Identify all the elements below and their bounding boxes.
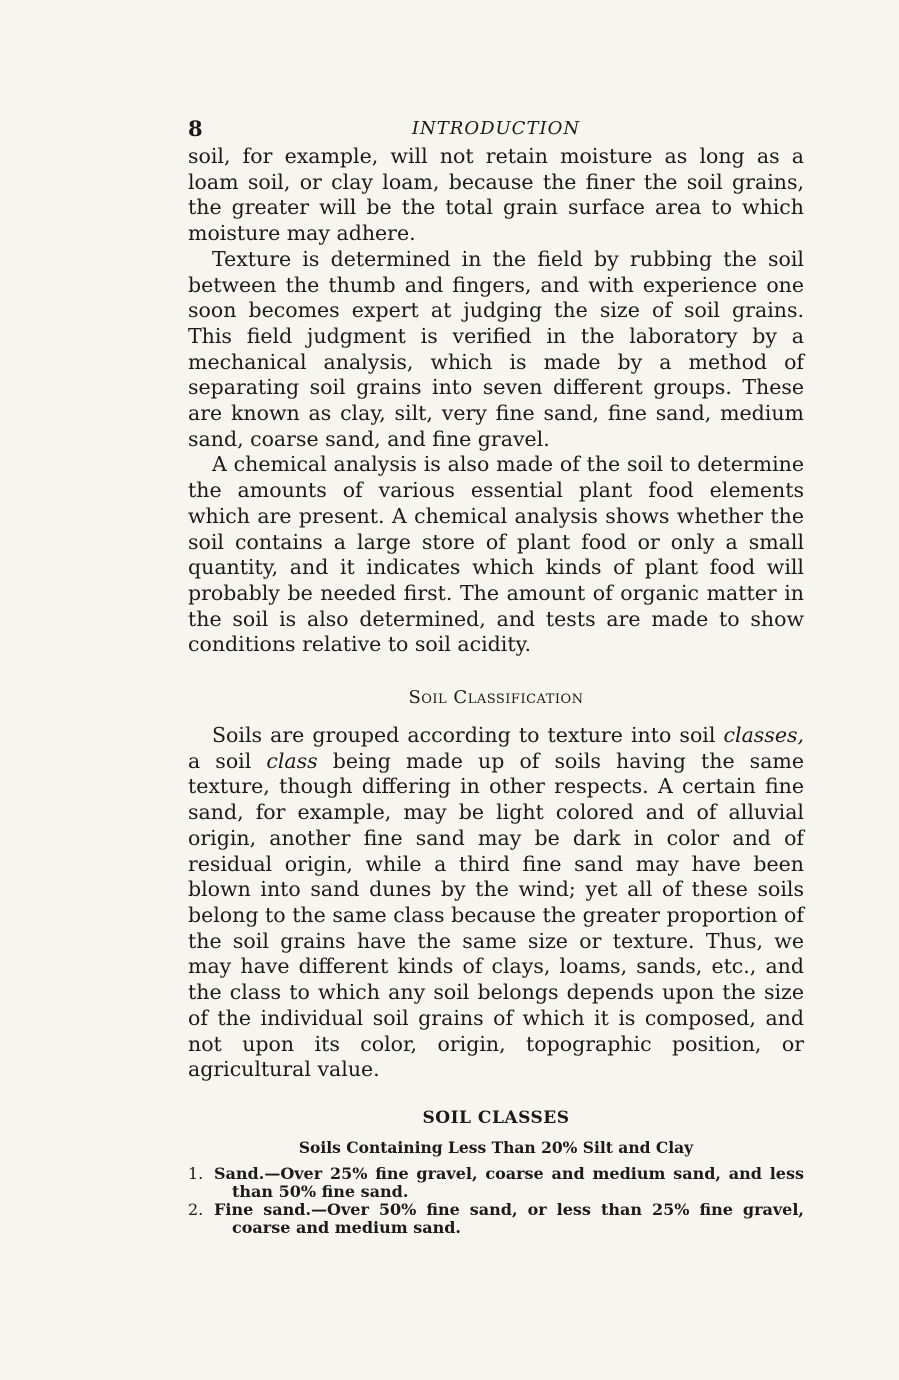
soil-classes-subheading: Soils Containing Less Than 20% Silt and Clay: [298, 1137, 694, 1157]
paragraph-chemical-analysis: A chemical analysis is also made of the soil to determine the amounts of various essential plant food elements which are present. A chemical analysis shows whether the soil contains a large store of plant food or only a small quantity, and it indicates which kinds of plant food will probably be needed first. The amount of organic matter in the soil is also determined, and tests are made to show conditions relative to soil acidity.: [188, 452, 804, 657]
text-run: being made up of soils having the same texture, though differing in other respects. A certain fine sand, for example, may be light colored and of alluvial origin, another fine sand may be dark in color and of residual origin, while a third fine sand may have been blown into sand dunes by the wind; yet all of these soils belong to the same class because the greater proportion of the soil grains have the same size or texture. Thus, we may have different kinds of clays, loams, sands, etc., and the class to which any soil belongs depends upon the size of the individual soil grains of which it is composed, and not upon its color, origin, topographic position, or agricultural value.: [188, 748, 804, 1082]
book-page: [188, 112, 804, 1237]
list-item-term: Fine sand.: [214, 1199, 312, 1219]
list-item-definition: —Over 50% fine sand, or less than 25% fine gravel, coarse and medium sand.: [232, 1199, 805, 1237]
paragraph-soil-classification: [188, 723, 804, 1083]
emphasis-classes: classes,: [723, 723, 804, 748]
list-item: [188, 1201, 804, 1237]
paragraph-texture: Texture is determined in the field by rubbing the soil between the thumb and fingers, and with experience one soon becomes expert at judging the size of soil grains. This field judgment is verified in the laboratory by a mechanical analysis, which is made by a method of separating soil grains into seven different groups. These are known as clay, silt, very fine sand, fine sand, medium sand, coarse sand, and fine gravel.: [188, 246, 804, 451]
running-head: [188, 112, 804, 144]
list-item: [188, 1165, 804, 1201]
text-run: a soil: [188, 748, 267, 773]
paragraph-continuation: soil, for example, will not retain moisture as long as a loam soil, or clay loam, because the finer the soil grains, the greater will be the total grain surface area to which moisture may adhere.: [188, 144, 804, 246]
list-item-term: Sand.: [214, 1163, 265, 1183]
soil-classes-heading: SOIL CLASSES: [422, 1107, 570, 1128]
soil-class-list: [188, 1165, 804, 1237]
list-item-definition: —Over 25% fine gravel, coarse and medium sand, and less than 50% fine sand.: [232, 1163, 804, 1201]
list-item-number: 1.: [188, 1163, 204, 1183]
running-title: INTRODUCTION: [411, 118, 581, 139]
page-number: 8: [188, 116, 203, 141]
list-item-number: 2.: [188, 1199, 204, 1219]
text-run: Soils are grouped according to texture into soil: [212, 723, 724, 748]
emphasis-class: class: [266, 748, 318, 773]
section-heading-soil-classification: Soil Classification: [408, 687, 584, 709]
